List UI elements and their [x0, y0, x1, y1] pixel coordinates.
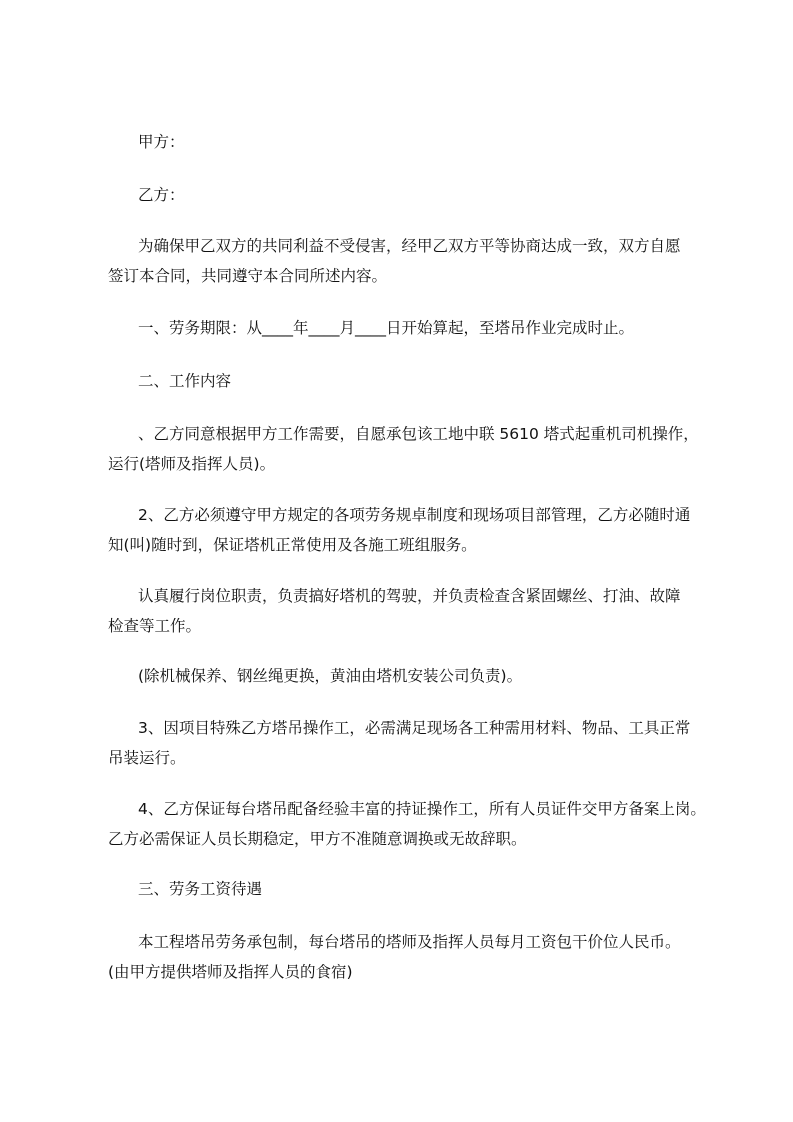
item-4-line-1: 4、乙方保证每台塔吊配备经验丰富的持证操作工，所有人员证件交甲方备案上岗。 [138, 800, 706, 818]
wage-line-2: (由甲方提供塔师及指挥人员的食宿) [108, 963, 353, 981]
section-1-term [108, 313, 718, 343]
party-a-label [108, 127, 718, 157]
item-4-line-2: 乙方必需保证人员长期稳定，甲方不准随意调换或无故辞职。 [108, 830, 527, 848]
duty-paragraph [108, 581, 718, 641]
section-2-title [108, 366, 718, 396]
item-2-line-1: 2、乙方必须遵守甲方规定的各项劳务规卓制度和现场项目部管理，乙方必随时通 [138, 506, 691, 524]
item-2-paragraph [108, 500, 718, 560]
item-3-paragraph [108, 713, 718, 773]
item-3-line-1: 3、因项目特殊乙方塔吊操作工，必需满足现场各工种需用材料、物品、工具正常 [138, 719, 691, 737]
item-2-line-2: 知(叫)随时到，保证塔机正常使用及各施工班组服务。 [108, 536, 477, 554]
item-1-paragraph [108, 419, 718, 479]
maintenance-note-text: (除机械保养、钢丝绳更换，黄油由塔机安装公司负责)。 [138, 667, 523, 685]
item-3-line-2: 吊装运行。 [108, 749, 186, 767]
item-1-line-2: 运行(塔师及指挥人员)。 [108, 455, 276, 473]
item-4-paragraph [108, 794, 718, 854]
duty-line-1: 认真履行岗位职责，负责搞好塔机的驾驶，并负责检查含紧固螺丝、打油、故障 [138, 587, 681, 605]
section-2-title-text: 二、工作内容 [138, 372, 232, 390]
section-3-title [108, 874, 718, 904]
party-b-label [108, 180, 718, 210]
party-a-text: 甲方： [138, 133, 185, 151]
maintenance-note [108, 661, 718, 691]
intro-paragraph [108, 231, 718, 291]
item-1-line-1: 、乙方同意根据甲方工作需要，自愿承包该工地中联 5610 塔式起重机司机操作， [138, 425, 699, 443]
wage-line-1: 本工程塔吊劳务承包制，每台塔吊的塔师及指挥人员每月工资包干价位人民币。 [138, 933, 681, 951]
intro-line-1: 为确保甲乙双方的共同利益不受侵害，经甲乙双方平等协商达成一致，双方自愿 [138, 237, 681, 255]
intro-line-2: 签订本合同，共同遵守本合同所述内容。 [108, 267, 388, 285]
section-3-title-text: 三、劳务工资待遇 [138, 880, 263, 898]
section-1-text: 一、劳务期限：从____年____月____日开始算起，至塔吊作业完成时止。 [138, 319, 635, 337]
duty-line-2: 检查等工作。 [108, 617, 202, 635]
party-b-text: 乙方： [138, 186, 185, 204]
wage-paragraph [108, 927, 718, 987]
